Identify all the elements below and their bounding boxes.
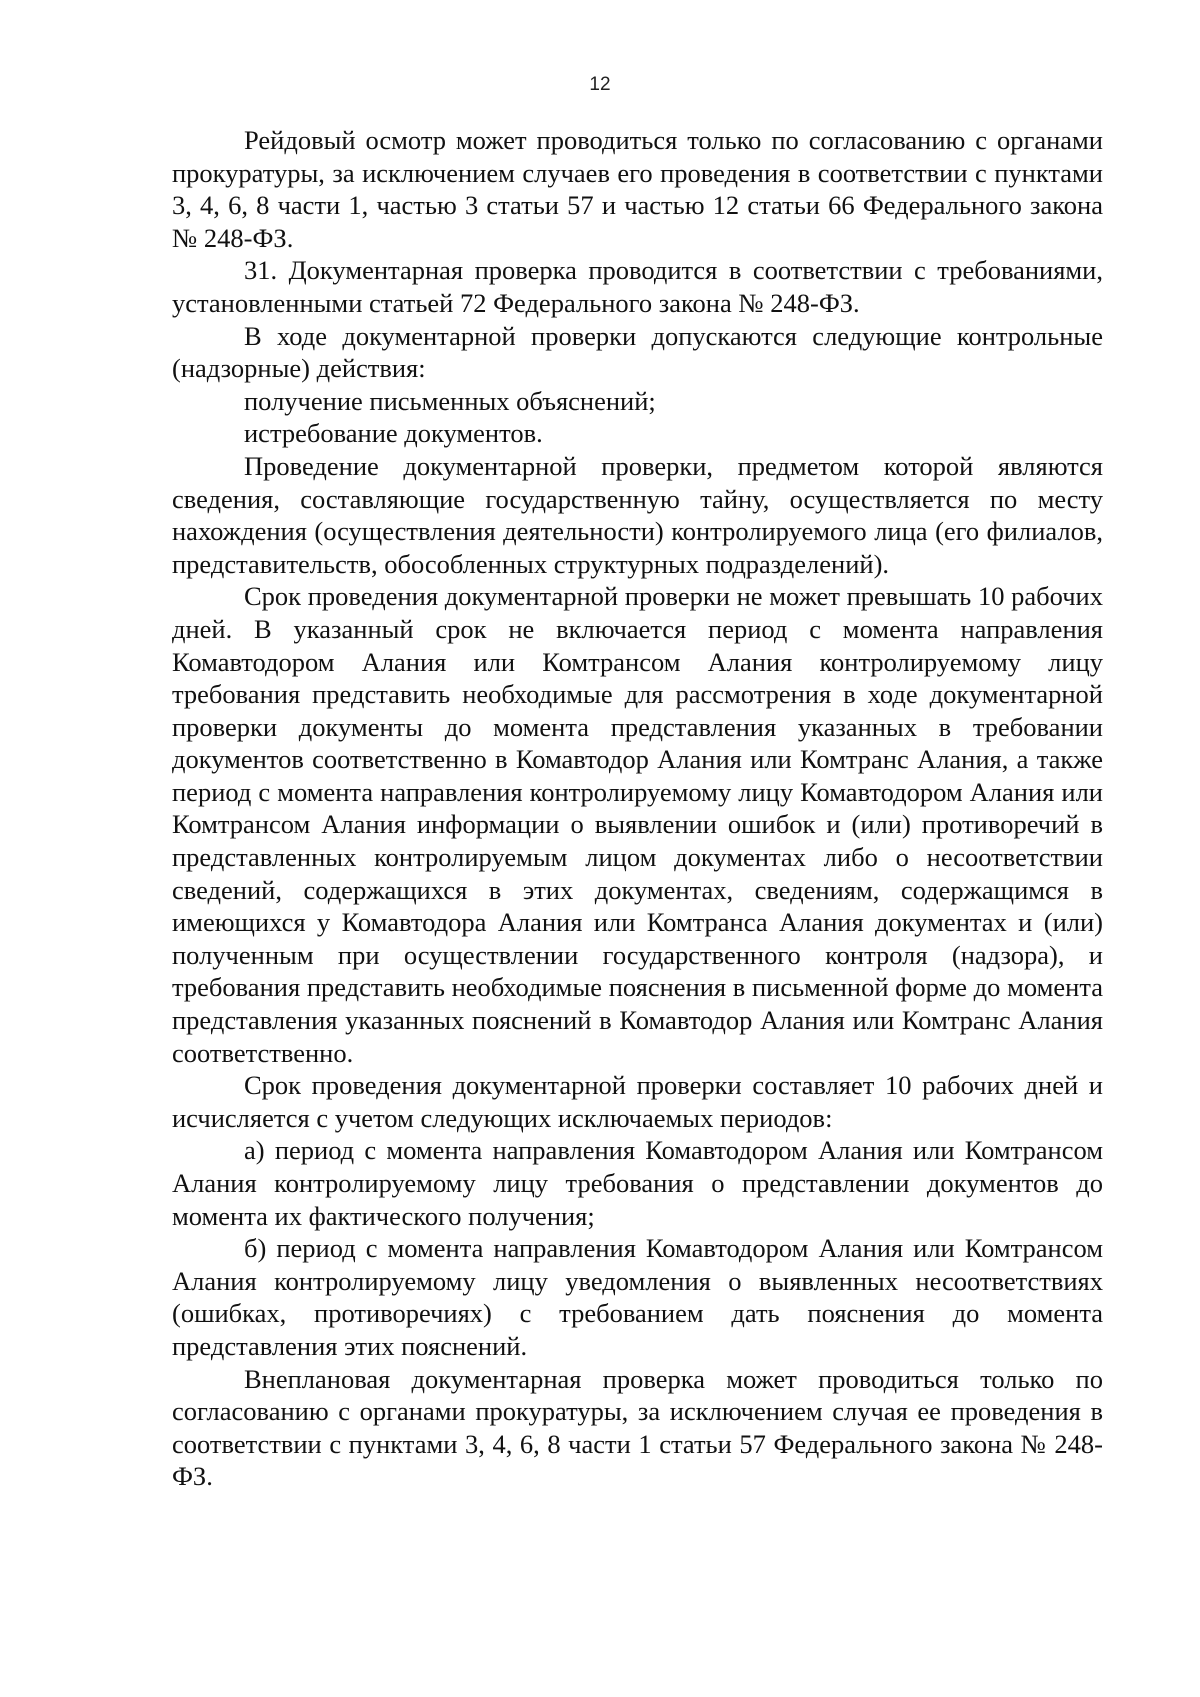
paragraph-state-secret: Проведение документарной проверки, предметом которой являются сведения, составляющие государственную тайну, осуществляется по месту нахождения (осуществления деятельности) контролируемого лица (его филиалов, представительств, обособленных структурных подразделений). xyxy=(172,450,1103,579)
paragraph-term-calculation: Срок проведения документарной проверки составляет 10 рабочих дней и исчисляется с учетом следующих исключаемых периодов: xyxy=(172,1070,1103,1133)
paragraph-raid-inspection: Рейдовый осмотр может проводиться только по согласованию с органами прокуратуры, за исключением случаев его проведения в соответствии с пунктами 3, 4, 6, 8 части 1, частью 3 статьи 57 и частью 12 статьи 66 Федерального закона № 248-ФЗ. xyxy=(172,125,1103,253)
document-body xyxy=(172,124,1103,1493)
list-item-period-a: а) период с момента направления Комавтодором Алания или Комтрансом Алания контролируемому лицу требования о представлении документов до момента их фактического получения; xyxy=(172,1135,1103,1231)
list-item-document-request: истребование документов. xyxy=(244,418,543,449)
paragraph-item-31: 31. Документарная проверка проводится в соответствии с требованиями, установленными статьей 72 Федерального закона № 248-ФЗ. xyxy=(172,255,1103,318)
paragraph-unscheduled-inspection: Внеплановая документарная проверка может проводиться только по согласованию с органами прокуратуры, за исключением случая ее проведения в соответствии с пунктами 3, 4, 6, 8 части 1 статьи 57 Федерального закона № 248-ФЗ. xyxy=(172,1363,1103,1492)
list-item-written-explanations: получение письменных объяснений; xyxy=(244,385,656,416)
paragraph-control-actions: В ходе документарной проверки допускаются следующие контрольные (надзорные) действия: xyxy=(172,320,1103,384)
paragraph-term-limit: Срок проведения документарной проверки не может превышать 10 рабочих дней. В указанный срок не включается период с момента направления Комавтодором Алания или Комтрансом Алания контролируемому лицу требования представить необходимые для рассмотрения в ходе документарной проверки документы до момента представления указанных в требовании документов соответственно в Комавтодор Алания или Комтранс Алания, а также период с момента направления контролируемому лицу Комавтодором Алания или Комтрансом Алания информации о выявлении ошибок и (или) противоречий в представленных контролируемым лицом документах либо о несоответствии сведений, содержащихся в этих документах, сведениям, содержащимся в имеющихся у Комавтодора Алания или Комтранса Алания документах и (или) полученным при осуществлении государственного контроля (надзора), и требования представить необходимые пояснения в письменной форме до момента представления указанных пояснений в Комавтодор Алания или Комтранс Алания соответственно. xyxy=(172,581,1103,1068)
list-item-period-b: б) период с момента направления Комавтодором Алания или Комтрансом Алания контролируемому лицу уведомления о выявленных несоответствиях (ошибках, противоречиях) с требованием дать пояснения до момента представления этих пояснений. xyxy=(172,1233,1103,1361)
page-number: 12 xyxy=(589,74,611,95)
